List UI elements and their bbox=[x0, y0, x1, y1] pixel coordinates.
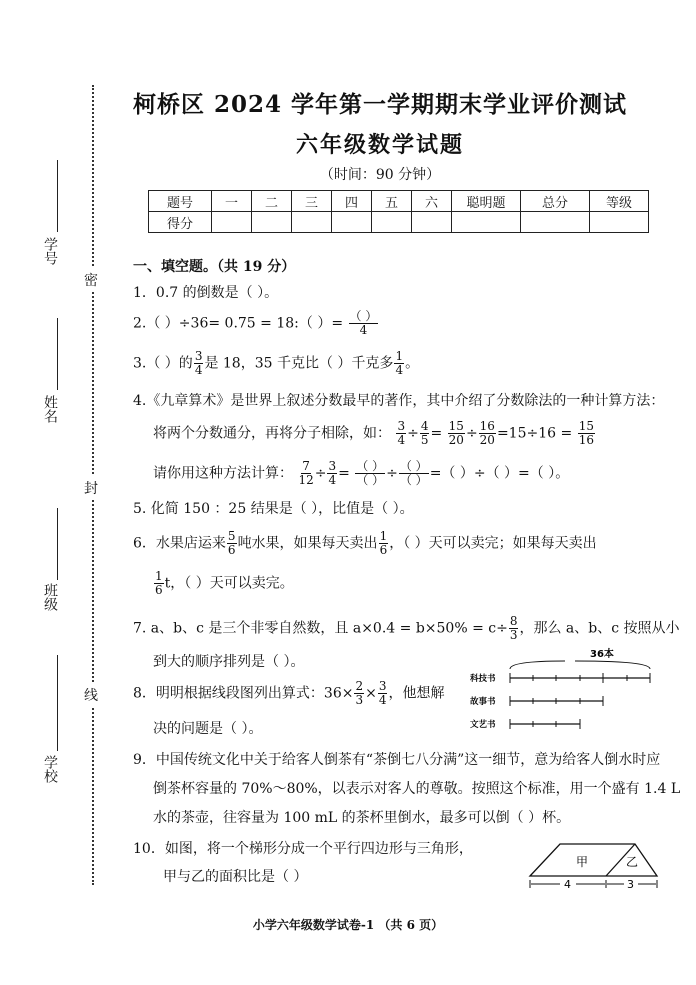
score-row-label: 得分 bbox=[149, 212, 212, 233]
question-4-line1: 4.《九章算术》是世界上叙述分数最早的著作，其中介绍了分数除法的一种计算方法： bbox=[133, 393, 665, 409]
score-header-cell: 五 bbox=[372, 191, 412, 212]
score-cell[interactable] bbox=[332, 212, 372, 233]
question-2-fraction: $\frac{( )}{4}$ bbox=[349, 309, 378, 337]
question-9-line1: 9．中国传统文化中关于给客人倒茶有“茶倒七八分满”这一细节，意为给客人倒水时应 bbox=[133, 752, 661, 768]
exam-subtitle: 六年级数学试题 bbox=[295, 132, 464, 158]
question-2-text: 2.（ ）÷36= 0.75 = 18:（ ）= bbox=[133, 315, 344, 332]
area-label-yi: 乙 bbox=[626, 855, 639, 869]
fraction: $\frac{3}{4}$ bbox=[194, 349, 203, 377]
score-cell[interactable] bbox=[252, 212, 292, 233]
score-table-header-row bbox=[149, 191, 649, 212]
question-2 bbox=[133, 310, 379, 337]
question-4-line2: 将两个分数通分，再将分子相除，如： $\frac{3}{4}$ ÷ $\frac{4}{5}$ = $\frac{15}{20}$ ÷ $\frac{16}{20}$ =15÷16 = $\frac{15}{16}$ bbox=[153, 419, 594, 447]
dimension-left: 4 bbox=[564, 878, 571, 891]
student-id-field[interactable] bbox=[57, 160, 58, 232]
question-6-line1: 6．水果店运来 $\frac{5}{6}$ 吨水果，如果每天卖出 $\frac{1}{6}$ ，（ ）天可以卖完；如果每天卖出 bbox=[133, 529, 597, 557]
score-header-cell: 六 bbox=[412, 191, 452, 212]
score-header-cell: 一 bbox=[212, 191, 252, 212]
question-1: 1．0.7 的倒数是（ ）。 bbox=[133, 285, 279, 301]
question-10-line1: 10．如图，将一个梯形分成一个平行四边形与三角形， bbox=[133, 841, 473, 857]
score-table-score-row bbox=[149, 212, 649, 233]
score-header-cell: 二 bbox=[252, 191, 292, 212]
question-9-line2: 倒茶杯容量的 70%～80%，以表示对客人的尊敬。按照这个标准，用一个盛有 1.4 L bbox=[153, 781, 681, 797]
question-10-line2: 甲与乙的面积比是（ ） bbox=[163, 869, 308, 885]
seal-char-xian: 线 bbox=[84, 683, 98, 707]
seal-char-mi: 密 bbox=[84, 268, 98, 292]
score-header-cell: 三 bbox=[292, 191, 332, 212]
exam-time: （时间：90 分钟） bbox=[319, 167, 441, 183]
exam-title: 柯桥区 2024 学年第一学期期末学业评价测试 bbox=[132, 91, 628, 118]
question-8-line1: 8．明明根据线段图列出算式：36× $\frac{2}{3}$ × $\frac{3}{4}$ ，他想解 bbox=[133, 679, 445, 707]
student-id-label: 学号 bbox=[42, 237, 58, 265]
school-field[interactable] bbox=[57, 655, 58, 751]
question-3: 3.（ ）的 $\frac{3}{4}$ 是 18，35 千克比（ ）千克多 $\frac{1}{4}$ 。 bbox=[133, 349, 420, 377]
score-header-cell: 四 bbox=[332, 191, 372, 212]
school-label: 学校 bbox=[42, 755, 58, 783]
page-footer: 小学六年级数学试卷-1 （共 6 页） bbox=[252, 918, 444, 932]
question-4-line3: 请你用这种方法计算： $\frac{7}{12}$ ÷ $\frac{3}{4}$ = $\frac{( )}{( )}$ ÷ $\frac{( )}{( )}$ =（ ）÷（ ）=（ ）。 bbox=[153, 459, 570, 487]
answer-blank[interactable]: $\frac{( )}{( )}$ bbox=[399, 459, 428, 487]
score-cell[interactable] bbox=[212, 212, 252, 233]
diagram-row-label: 故事书 bbox=[470, 697, 496, 707]
question-8-line2: 决的问题是（ ）。 bbox=[153, 721, 263, 737]
question-9-line3: 水的茶壶，往容量为 100 mL 的茶杯里倒水，最多可以倒（ ）杯。 bbox=[153, 810, 571, 826]
score-cell[interactable] bbox=[590, 212, 649, 233]
seal-char-feng: 封 bbox=[84, 476, 98, 500]
score-header-cell: 聪明题 bbox=[452, 191, 521, 212]
fraction: $\frac{1}{4}$ bbox=[395, 349, 404, 377]
diagram-total-label: 36本 bbox=[590, 649, 614, 660]
section-heading: 一、填空题。（共 19 分） bbox=[133, 259, 296, 275]
name-field[interactable] bbox=[57, 318, 58, 390]
diagram-row-label: 文艺书 bbox=[470, 720, 496, 730]
score-cell[interactable] bbox=[412, 212, 452, 233]
diagram-row-label: 科技书 bbox=[470, 674, 496, 684]
score-header-cell: 等级 bbox=[590, 191, 649, 212]
name-label: 姓名 bbox=[42, 395, 58, 423]
question-5: 5. 化简 150 ：25 结果是（ ），比值是（ ）。 bbox=[133, 501, 414, 517]
class-field[interactable] bbox=[57, 508, 58, 580]
score-cell[interactable] bbox=[372, 212, 412, 233]
line-segment-diagram bbox=[470, 645, 670, 735]
score-cell[interactable] bbox=[521, 212, 590, 233]
question-7-line2: 到大的顺序排列是（ ）。 bbox=[153, 654, 305, 670]
class-label: 班级 bbox=[42, 583, 58, 611]
area-label-jia: 甲 bbox=[576, 855, 589, 869]
dimension-right: 3 bbox=[627, 878, 634, 891]
answer-blank[interactable]: $\frac{( )}{( )}$ bbox=[356, 459, 385, 487]
score-cell[interactable] bbox=[452, 212, 521, 233]
score-table bbox=[148, 190, 649, 233]
score-header-cell: 总分 bbox=[521, 191, 590, 212]
question-6-line2: $\frac{1}{6}$ t，（ ）天可以卖完。 bbox=[155, 569, 294, 597]
score-header-cell: 题号 bbox=[149, 191, 212, 212]
score-cell[interactable] bbox=[292, 212, 332, 233]
question-7-line1: 7. a、b、c 是三个非零自然数，且 a×0.4 = b×50% = c÷ $\frac{8}{3}$ ，那么 a、b、c 按照从小 bbox=[133, 614, 680, 642]
trapezoid-diagram bbox=[520, 840, 665, 892]
